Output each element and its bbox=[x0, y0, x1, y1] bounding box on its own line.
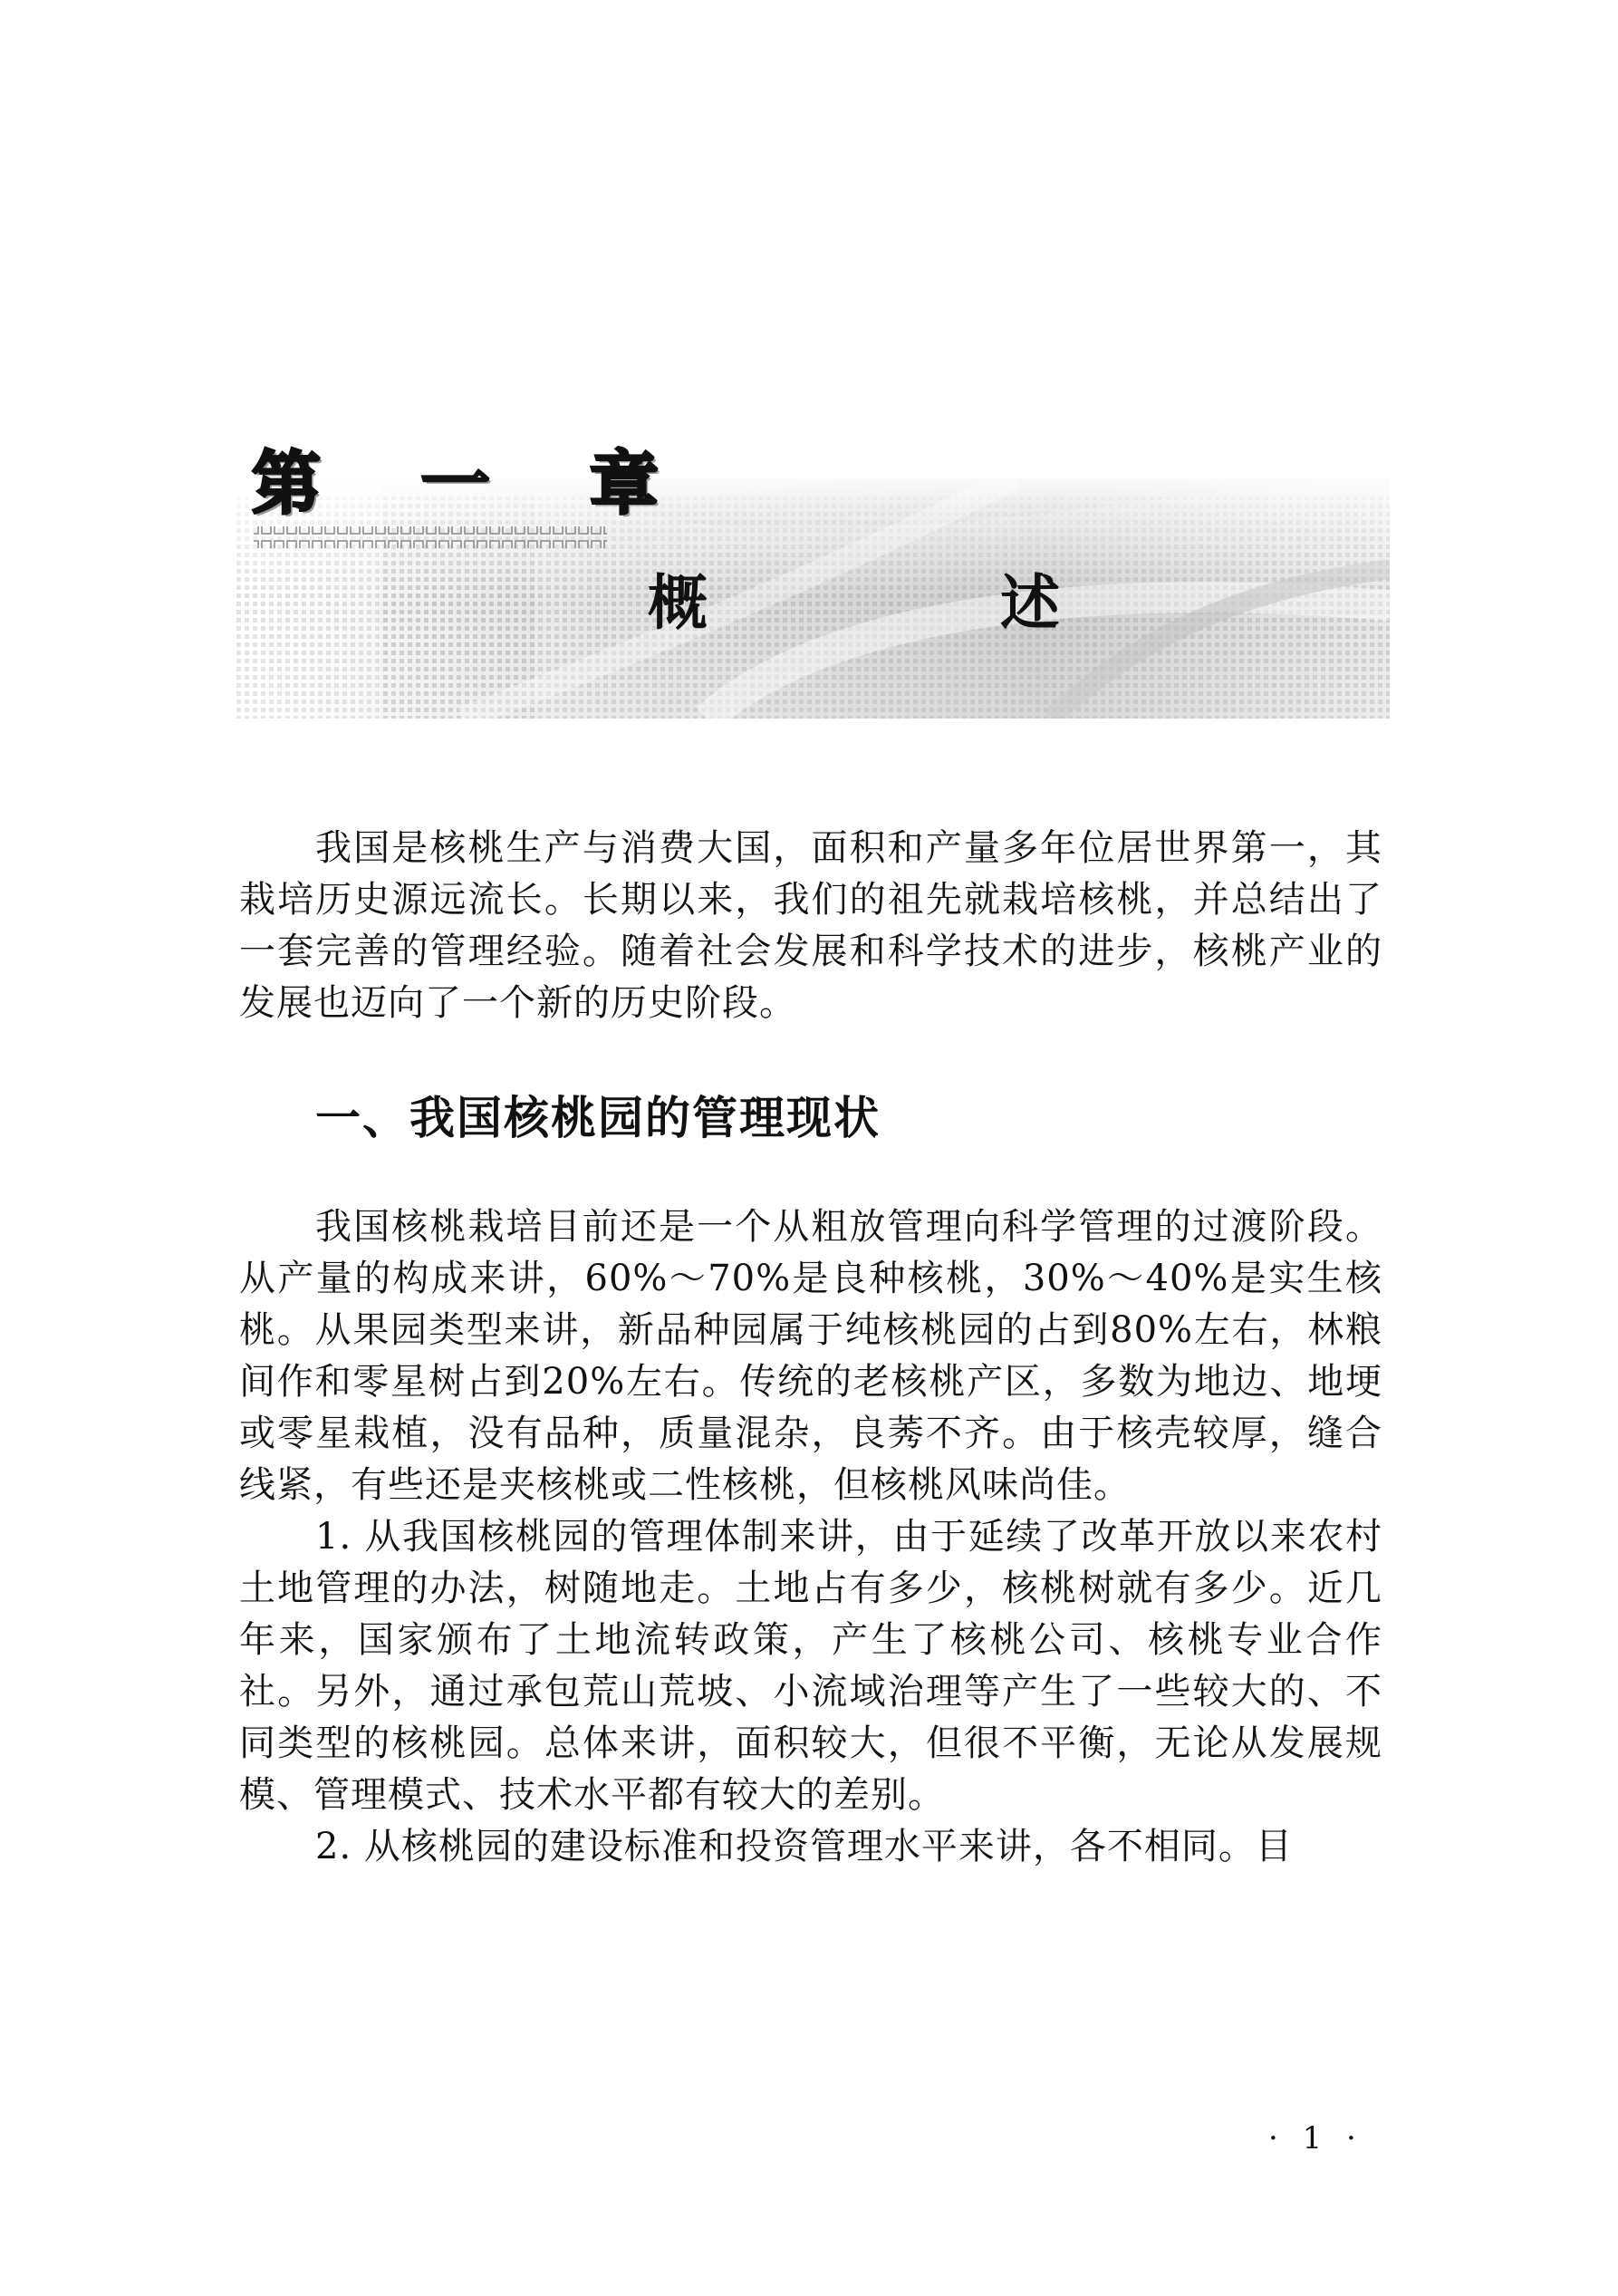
intro-paragraph: 我国是核桃生产与消费大国，面积和产量多年位居世界第一，其栽培历史源远流长。长期以来，我们的祖先就栽培核桃，并总结出了一套完善的管理经验。随着社会发展和科学技术的进步，核桃产业的发展也迈向了一个新的历史阶段。 bbox=[239, 827, 1382, 1024]
page-body bbox=[239, 823, 1382, 1873]
section-heading: 一、我国核桃园的管理现状 bbox=[315, 1092, 881, 1144]
page-number: · 1 · bbox=[1268, 2120, 1363, 2156]
chapter-banner bbox=[236, 443, 1390, 719]
chapter-title: 概 述 bbox=[648, 568, 1196, 638]
body-paragraph: 1. 从我国核桃园的管理体制来讲，由于延续了改革开放以来农村土地管理的办法，树随地走。土地占有多少，核桃树就有多少。近几年来，国家颁布了土地流转政策，产生了核桃公司、核桃专业合作社。另外，通过承包荒山荒坡、小流域治理等产生了一些较大的、不同类型的核桃园。总体来讲，面积较大，但很不平衡，无论从发展规模、管理模式、技术水平都有较大的差别。 bbox=[239, 1516, 1382, 1816]
body-paragraph: 我国核桃栽培目前还是一个从粗放管理向科学管理的过渡阶段。从产量的构成来讲，60%～70%是良种核桃，30%～40%是实生核桃。从果园类型来讲，新品种园属于纯核桃园的占到80%左右，林粮间作和零星树占到20%左右。传统的老核桃产区，多数为地边、地埂或零星栽植，没有品种，质量混杂，良莠不齐。由于核壳较厚，缝合线紧，有些还是夹核桃或二性核桃，但核桃风味尚佳。 bbox=[239, 1206, 1382, 1506]
chapter-number: 第 一 章 bbox=[252, 443, 697, 524]
body-paragraph: 2. 从核桃园的建设标准和投资管理水平来讲，各不相同。目 bbox=[315, 1826, 1293, 1867]
